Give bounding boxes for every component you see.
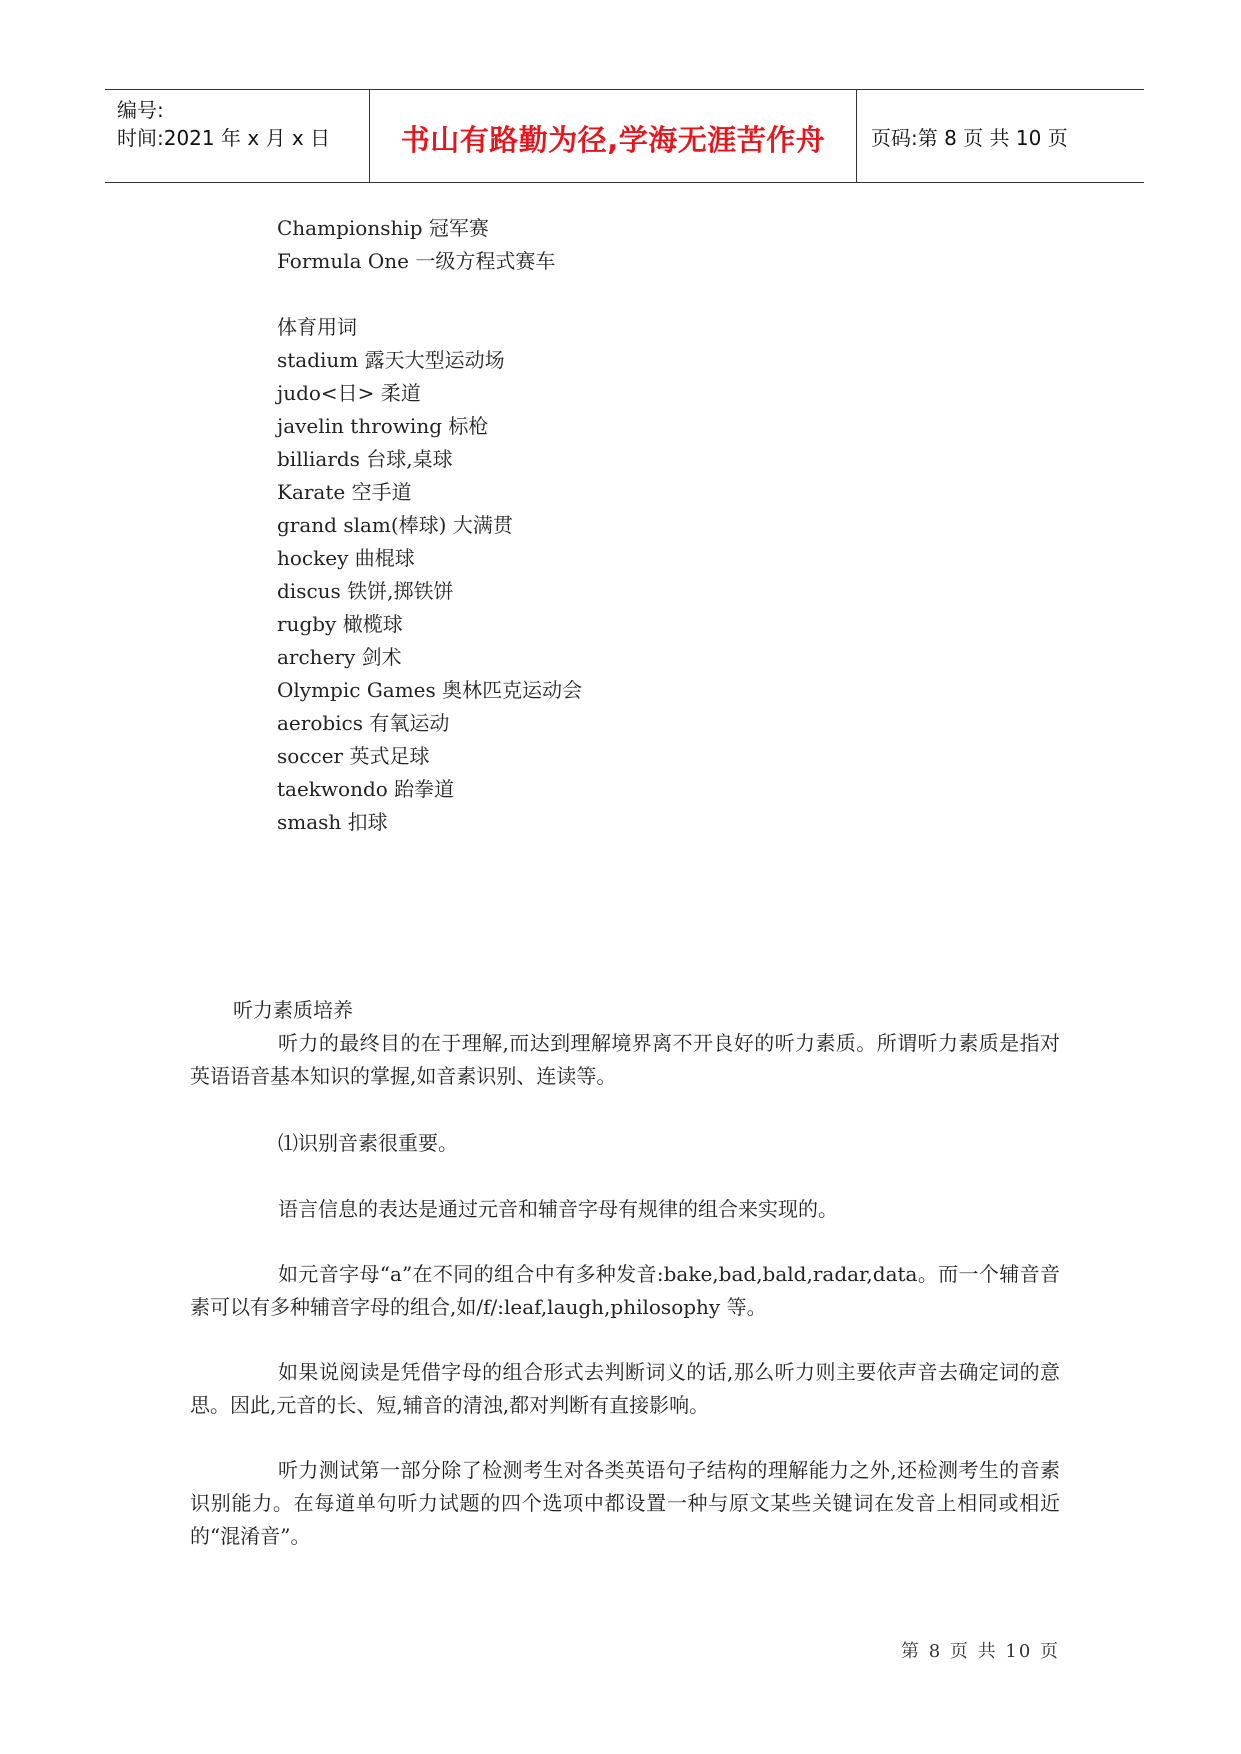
paragraph: 如元音字母“a”在不同的组合中有多种发音:bake,bad,bald,radar,data。而一个辅音音素可以有多种辅音字母的组合,如/f/:leaf,laugh,philosophy 等。	[190, 1262, 1060, 1319]
document-header	[105, 89, 1144, 183]
document-date-label: 时间:2021 年 x 月 x 日	[117, 126, 331, 150]
header-meta-cell	[105, 90, 370, 182]
listening-heading: 听力素质培养	[233, 998, 353, 1022]
vocab-item: Olympic Games 奥林匹克运动会	[277, 678, 583, 702]
vocab-item: discus 铁饼,掷铁饼	[277, 579, 454, 603]
vocab-item: smash 扣球	[277, 810, 388, 834]
vocab-item: rugby 橄榄球	[277, 612, 403, 636]
vocab-item: judo<日> 柔道	[277, 381, 421, 405]
vocab-item: hockey 曲棍球	[277, 546, 415, 570]
vocab-item: stadium 露天大型运动场	[277, 348, 505, 372]
paragraph: 听力测试第一部分除了检测考生对各类英语句子结构的理解能力之外,还检测考生的音素识别能力。在每道单句听力试题的四个选项中都设置一种与原文某些关键词在发音上相同或相近的“混淆音”。	[190, 1458, 1060, 1548]
vocab-item: grand slam(棒球) 大满贯	[277, 513, 513, 537]
sports-heading: 体育用词	[277, 315, 357, 339]
vocab-item: Karate 空手道	[277, 480, 412, 504]
vocab-item: billiards 台球,桌球	[277, 447, 453, 471]
vocab-item: Championship 冠军赛	[277, 216, 489, 240]
paragraph: ⑴识别音素很重要。	[278, 1131, 458, 1155]
paragraph: 如果说阅读是凭借字母的组合形式去判断词义的话,那么听力则主要依声音去确定词的意思。因此,元音的长、短,辅音的清浊,都对判断有直接影响。	[190, 1360, 1060, 1417]
page-footer: 第 8 页 共 10 页	[901, 1641, 1060, 1662]
vocab-item: archery 剑术	[277, 645, 402, 669]
header-page-cell	[857, 90, 1144, 182]
vocab-item: aerobics 有氧运动	[277, 711, 450, 735]
vocab-item: Formula One 一级方程式赛车	[277, 249, 556, 273]
vocab-item: taekwondo 跆拳道	[277, 777, 455, 801]
header-page-number: 页码:第 8 页 共 10 页	[871, 125, 1068, 150]
header-motto: 书山有路勤为径,学海无涯苦作舟	[400, 122, 826, 157]
vocab-item: javelin throwing 标枪	[277, 414, 489, 438]
document-number-label: 编号:	[117, 98, 164, 122]
paragraph: 听力的最终目的在于理解,而达到理解境界离不开良好的听力素质。所谓听力素质是指对英语语音基本知识的掌握,如音素识别、连读等。	[190, 1031, 1060, 1088]
vocab-item: soccer 英式足球	[277, 744, 430, 768]
header-motto-cell	[370, 90, 857, 182]
paragraph: 语言信息的表达是通过元音和辅音字母有规律的组合来实现的。	[278, 1197, 838, 1221]
vocabulary-list	[277, 212, 582, 839]
